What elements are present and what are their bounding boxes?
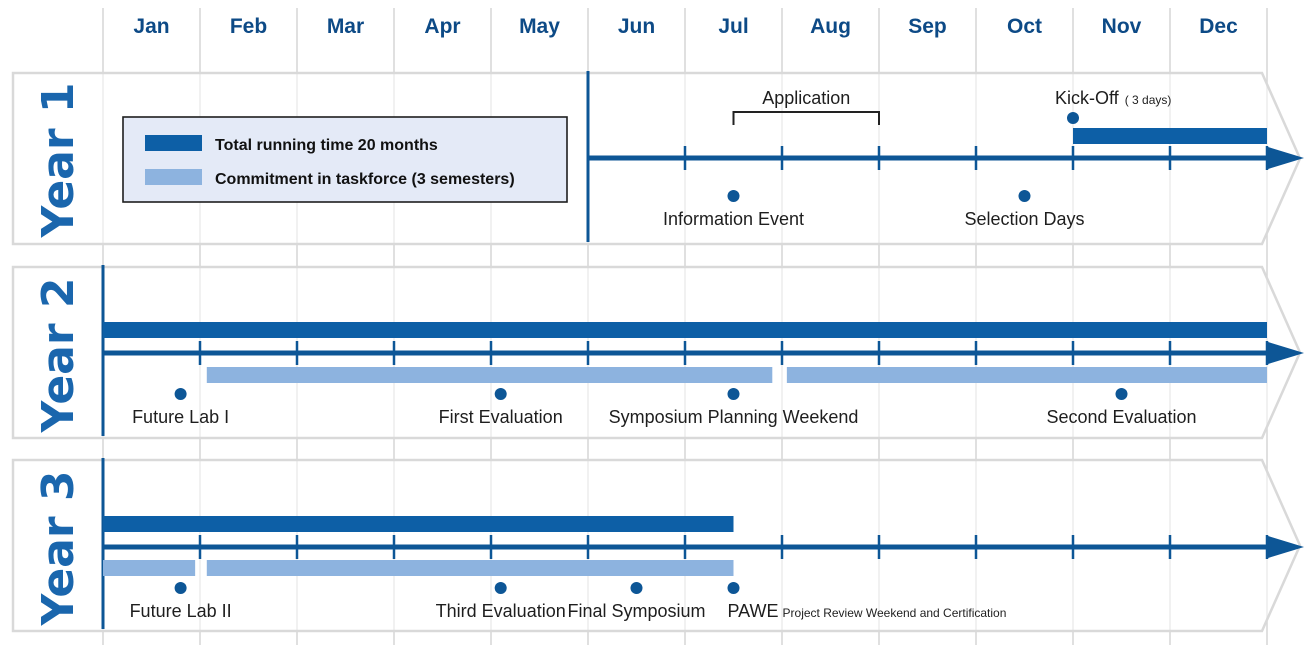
event-label-text: Symposium Planning Weekend [608, 407, 859, 427]
event-label-selection-days [964, 209, 1084, 229]
event-marker [1116, 388, 1128, 400]
event-label-second-evaluation [1046, 407, 1196, 427]
event-label-text: Third Evaluation [435, 601, 566, 621]
event-label-text: Information Event [662, 209, 805, 229]
event-label-final-symposium [567, 601, 705, 621]
legend-label-commitment: Commitment in taskforce (3 semesters) [215, 171, 515, 188]
event-marker [175, 582, 187, 594]
event-label-future-lab-ii [130, 601, 232, 621]
event-marker [728, 190, 740, 202]
month-label-feb: Feb [229, 15, 268, 38]
month-label-dec: Dec [1199, 15, 1238, 38]
month-label-sep: Sep [908, 15, 947, 38]
event-label-text: Future Lab I [132, 407, 230, 427]
event-label-text: Final Symposium [567, 601, 706, 621]
year-label: Year 3 [33, 470, 84, 626]
event-label-text: Future Lab II [129, 601, 232, 621]
event-label-text: First Evaluation [438, 407, 563, 427]
event-marker [631, 582, 643, 594]
month-label-jul: Jul [718, 15, 749, 38]
application-bracket-label: Application [762, 88, 851, 108]
legend-label-total: Total running time 20 months [215, 137, 438, 154]
month-label-aug: Aug [810, 15, 851, 38]
year-band-2 [13, 265, 1304, 438]
event-label-text: Selection Days [964, 209, 1085, 229]
month-label-jan: Jan [133, 15, 170, 38]
event-marker [175, 388, 187, 400]
event-label-text: PAWE [727, 601, 779, 621]
commitment-bar [787, 367, 1267, 383]
event-note: Project Review Weekend and Certification [782, 606, 1007, 620]
legend-swatch-commitment [145, 169, 202, 185]
event-label-text: Second Evaluation [1046, 407, 1197, 427]
event-label-text: Kick-Off [1055, 88, 1119, 108]
event-marker [728, 388, 740, 400]
year-label: Year 1 [33, 82, 84, 238]
legend-box [123, 117, 567, 202]
month-label-jun: Jun [617, 15, 656, 38]
event-marker [728, 582, 740, 594]
event-marker [1067, 112, 1079, 124]
event-marker [495, 582, 507, 594]
total-running-bar [103, 322, 1267, 338]
event-marker [495, 388, 507, 400]
event-label-future-lab-i [132, 407, 229, 427]
event-marker [1019, 190, 1031, 202]
total-running-bar [103, 516, 734, 532]
event-label-symposium-planning-weekend [609, 407, 859, 427]
month-label-apr: Apr [424, 15, 461, 38]
commitment-bar [207, 560, 734, 576]
event-label-information-event [663, 209, 804, 229]
event-label-third-evaluation [436, 601, 566, 621]
commitment-bar [207, 367, 773, 383]
month-label-nov: Nov [1101, 15, 1142, 38]
total-running-bar [1073, 128, 1267, 144]
commitment-bar [103, 560, 195, 576]
year-band-3 [13, 458, 1304, 631]
event-label-first-evaluation [439, 407, 563, 427]
month-label-oct: Oct [1006, 15, 1043, 38]
month-label-may: May [519, 15, 560, 38]
year-label: Year 2 [33, 277, 84, 433]
month-label-mar: Mar [326, 15, 365, 38]
event-note: ( 3 days) [1124, 93, 1172, 107]
legend [123, 117, 567, 202]
legend-swatch-total [145, 135, 202, 151]
